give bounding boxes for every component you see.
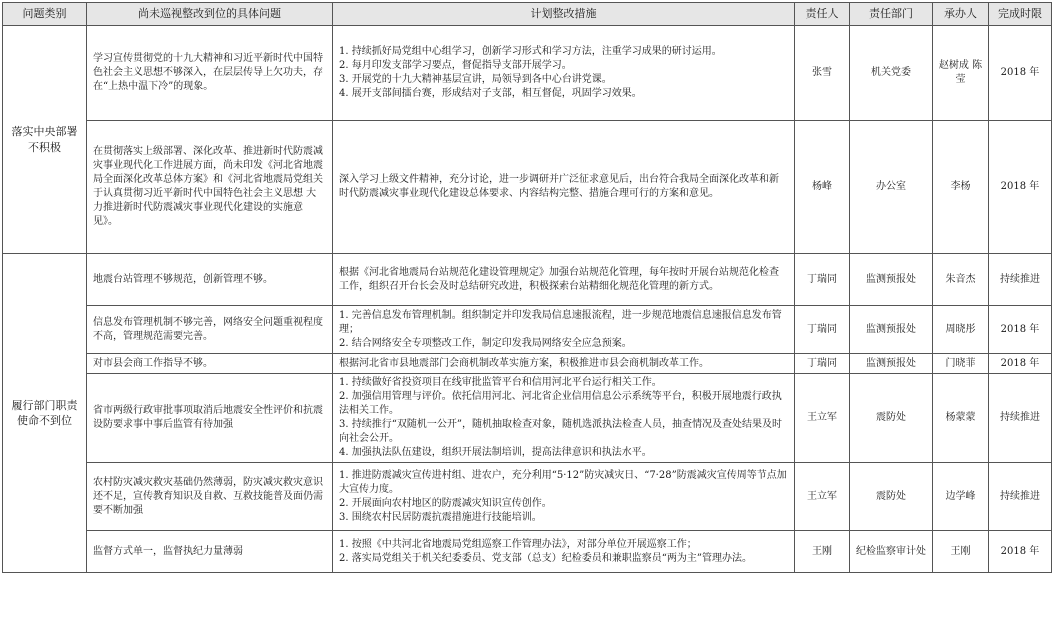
measure-item: 2. 结合网络安全专项整改工作，制定印发我局网络安全应急预案。 [339, 337, 632, 349]
handler-cell: 杨蒙蒙 [933, 374, 989, 463]
problem-cell: 对市县会商工作指导不够。 [87, 354, 333, 374]
rectification-table [2, 2, 1052, 573]
table-body [3, 26, 1052, 573]
person-cell: 王立军 [795, 463, 850, 531]
person-cell: 张雪 [795, 26, 850, 121]
measure-item: 2. 开展面向农村地区的防震减灾知识宣传创作。 [339, 497, 552, 509]
table-row [3, 531, 1052, 573]
measure-cell [333, 463, 795, 531]
table-row [3, 121, 1052, 254]
dept-cell: 震防处 [850, 374, 933, 463]
measure-item: 4. 展开支部间擂台赛，形成结对子支部，相互督促，巩固学习效果。 [339, 88, 642, 99]
deadline-cell: 持续推进 [989, 374, 1052, 463]
measure-item: 1. 推进防震减灾宣传进村组、进农户，充分利用“5·12”防灾减灾日、“7·28”防震减灾宣传周等节点加大宣传力度。 [339, 469, 787, 495]
measure-cell [333, 306, 795, 354]
table-row [3, 306, 1052, 354]
header-problem: 尚未巡视整改到位的具体问题 [87, 3, 333, 26]
measure-item: 深入学习上级文件精神，充分讨论，进一步调研并广泛征求意见后，出台符合我局全面深化改革和新时代防震减灾事业现代化建设总体要求、内容结构完整、措施合理可行的方案和意见。 [339, 174, 779, 199]
dept-cell: 震防处 [850, 463, 933, 531]
person-cell: 王立军 [795, 374, 850, 463]
measure-cell [333, 531, 795, 573]
measure-item: 1. 持续抓好局党组中心组学习，创新学习形式和学习方法，注重学习成果的研讨运用。 [339, 46, 722, 57]
measure-item: 3. 围绕农村民居防震抗震措施进行技能培训。 [339, 511, 542, 523]
measure-cell [333, 374, 795, 463]
table-header [3, 3, 1052, 26]
header-deadline: 完成时限 [989, 3, 1052, 26]
measure-item: 1. 完善信息发布管理机制。组织制定并印发我局信息速报流程，进一步规范地震信息速报信息发布管理； [339, 309, 782, 335]
table-row [3, 374, 1052, 463]
dept-cell: 机关党委 [850, 26, 933, 121]
handler-cell: 王刚 [933, 531, 989, 573]
measure-item: 3. 开展党的十九大精神基层宣讲，局领导到各中心台讲党课。 [339, 74, 612, 85]
dept-cell: 纪检监察审计处 [850, 531, 933, 573]
handler-cell: 朱音杰 [933, 254, 989, 306]
category-cell: 履行部门职责使命不到位 [3, 254, 87, 573]
problem-cell: 学习宣传贯彻党的十九大精神和习近平新时代中国特色社会主义思想不够深入，在层层传导上欠功夫，存在“上热中温下冷”的现象。 [87, 26, 333, 121]
problem-cell: 农村防灾减灾救灾基础仍然薄弱，防灾减灾救灾意识还不足，宣传教育知识及自救、互救技能普及面仍需要不断加强 [87, 463, 333, 531]
deadline-cell: 2018 年 [989, 121, 1052, 254]
measure-item: 根据河北省市县地震部门会商机制改革实施方案，积极推进市县会商机制改革工作。 [339, 357, 709, 369]
category-cell: 落实中央部署不积极 [3, 26, 87, 254]
deadline-cell: 持续推进 [989, 254, 1052, 306]
dept-cell: 办公室 [850, 121, 933, 254]
deadline-cell: 2018 年 [989, 306, 1052, 354]
measure-cell [333, 254, 795, 306]
table-row [3, 463, 1052, 531]
header-person: 责任人 [795, 3, 850, 26]
handler-cell: 边学峰 [933, 463, 989, 531]
measure-item: 2. 落实局党组关于机关纪委委员、党支部（总支）纪检委员和兼职监察员“两为主”管理办法。 [339, 552, 752, 564]
measure-item: 根据《河北省地震局台站规范化建设管理规定》加强台站规范化管理，每年按时开展台站规范化检查工作，组织召开台长会及时总结研究改进，积极探索台站精细化规范化管理的新方式。 [339, 266, 779, 292]
person-cell: 杨峰 [795, 121, 850, 254]
person-cell: 丁瑞同 [795, 354, 850, 374]
dept-cell: 监测预报处 [850, 354, 933, 374]
deadline-cell: 持续推进 [989, 463, 1052, 531]
measure-item: 1. 持续做好省投资项目在线审批监管平台和信用河北平台运行相关工作。 [339, 377, 662, 388]
handler-cell: 赵树成 陈莹 [933, 26, 989, 121]
problem-cell: 地震台站管理不够规范，创新管理不够。 [87, 254, 333, 306]
measure-item: 4. 加强执法队伍建设，组织开展法制培训，提高法律意识和执法水平。 [339, 447, 652, 458]
dept-cell: 监测预报处 [850, 254, 933, 306]
handler-cell: 周晓彤 [933, 306, 989, 354]
measure-item: 3. 持续推行“双随机一公开”，随机抽取检查对象，随机选派执法检查人员，抽查情况及查处结果及时向社会公开。 [339, 419, 782, 444]
problem-cell: 监督方式单一，监督执纪力量薄弱 [87, 531, 333, 573]
measure-item: 2. 每月印发支部学习要点，督促指导支部开展学习。 [339, 60, 572, 71]
handler-cell: 李杨 [933, 121, 989, 254]
handler-cell: 门晓菲 [933, 354, 989, 374]
table-row [3, 26, 1052, 121]
header-measure: 计划整改措施 [333, 3, 795, 26]
measure-item: 2. 加强信用管理与评价。依托信用河北、河北省企业信用信息公示系统等平台，积极开展地震行政执法相关工作。 [339, 391, 782, 416]
problem-cell: 信息发布管理机制不够完善，网络安全问题重视程度不高，管理规范需要完善。 [87, 306, 333, 354]
problem-cell: 在贯彻落实上级部署、深化改革、推进新时代防震减灾事业现代化工作进展方面，尚未印发《河北省地震局全面深化改革总体方案》和《河北省地震局党组关于认真贯彻习近平新时代中国特色社会主义思想 大力推进新时代防震减灾事业现代化建设的实施意见》。 [87, 121, 333, 254]
header-handler: 承办人 [933, 3, 989, 26]
deadline-cell: 2018 年 [989, 26, 1052, 121]
person-cell: 丁瑞同 [795, 306, 850, 354]
deadline-cell: 2018 年 [989, 354, 1052, 374]
problem-cell: 省市两级行政审批事项取消后地震安全性评价和抗震设防要求事中事后监管有待加强 [87, 374, 333, 463]
table-row [3, 254, 1052, 306]
table-row [3, 354, 1052, 374]
deadline-cell: 2018 年 [989, 531, 1052, 573]
header-row [3, 3, 1052, 26]
header-category: 问题类别 [3, 3, 87, 26]
measure-cell [333, 121, 795, 254]
measure-item: 1. 按照《中共河北省地震局党组巡察工作管理办法》，对部分单位开展巡察工作； [339, 538, 697, 550]
person-cell: 王刚 [795, 531, 850, 573]
person-cell: 丁瑞同 [795, 254, 850, 306]
dept-cell: 监测预报处 [850, 306, 933, 354]
measure-cell [333, 354, 795, 374]
header-dept: 责任部门 [850, 3, 933, 26]
measure-cell [333, 26, 795, 121]
